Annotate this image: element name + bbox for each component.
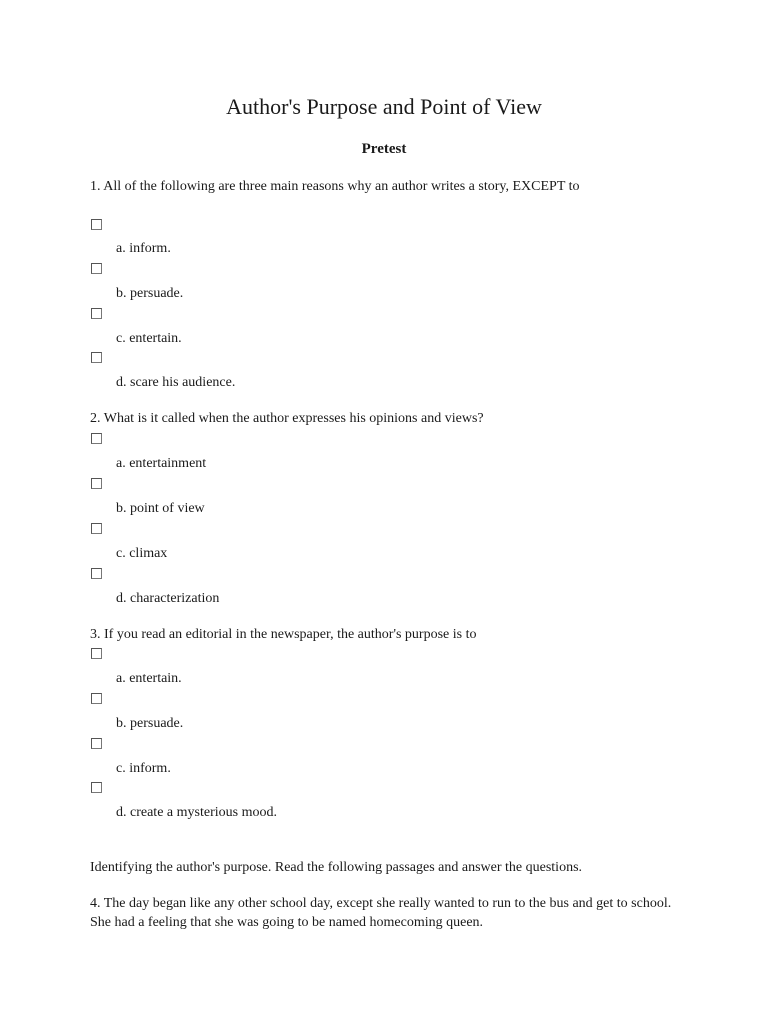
section-instructions: Identifying the author's purpose. Read the following passages and answer the questions. <box>90 860 583 875</box>
question-1-option-b-checkbox[interactable] <box>91 263 102 274</box>
question-1-option-c-label: c. entertain. <box>116 331 182 346</box>
question-1-prompt: 1. All of the following are three main reasons why an author writes a story, EXCEPT to <box>90 179 580 194</box>
page-title: Author's Purpose and Point of View <box>226 94 542 119</box>
question-2-option-a-checkbox[interactable] <box>91 433 102 444</box>
question-3-option-c-checkbox[interactable] <box>91 738 102 749</box>
question-1-option-b-label: b. persuade. <box>116 286 184 301</box>
question-2-option-b-label: b. point of view <box>116 501 205 516</box>
question-3-option-a-label: a. entertain. <box>116 671 182 686</box>
question-3-option-a-checkbox[interactable] <box>91 648 102 659</box>
question-1-option-a-label: a. inform. <box>116 241 171 256</box>
question-2-option-b-checkbox[interactable] <box>91 478 102 489</box>
question-3-prompt: 3. If you read an editorial in the newspaper, the author's purpose is to <box>90 627 477 642</box>
question-1-option-c-checkbox[interactable] <box>91 308 102 319</box>
question-3-option-b-checkbox[interactable] <box>91 693 102 704</box>
question-2-option-d-checkbox[interactable] <box>91 568 102 579</box>
question-1-option-a-checkbox[interactable] <box>91 219 102 230</box>
question-2-option-d-label: d. characterization <box>116 591 220 606</box>
question-2-option-c-label: c. climax <box>116 546 168 561</box>
question-1-option-d-label: d. scare his audience. <box>116 375 236 390</box>
question-3-option-b-label: b. persuade. <box>116 716 184 731</box>
question-2-option-a-label: a. entertainment <box>116 456 207 471</box>
question-3-option-d-checkbox[interactable] <box>91 782 102 793</box>
question-2-prompt: 2. What is it called when the author expresses his opinions and views? <box>90 411 484 426</box>
question-3-option-c-label: c. inform. <box>116 761 171 776</box>
question-1-option-d-checkbox[interactable] <box>91 352 102 363</box>
question-4-passage: 4. The day began like any other school day, except she really wanted to run to the bus and get to school. She had a feeling that she was going to be named homecoming queen. <box>90 896 672 930</box>
question-3-option-d-label: d. create a mysterious mood. <box>116 805 277 820</box>
question-2-option-c-checkbox[interactable] <box>91 523 102 534</box>
page-subtitle: Pretest <box>361 141 407 157</box>
